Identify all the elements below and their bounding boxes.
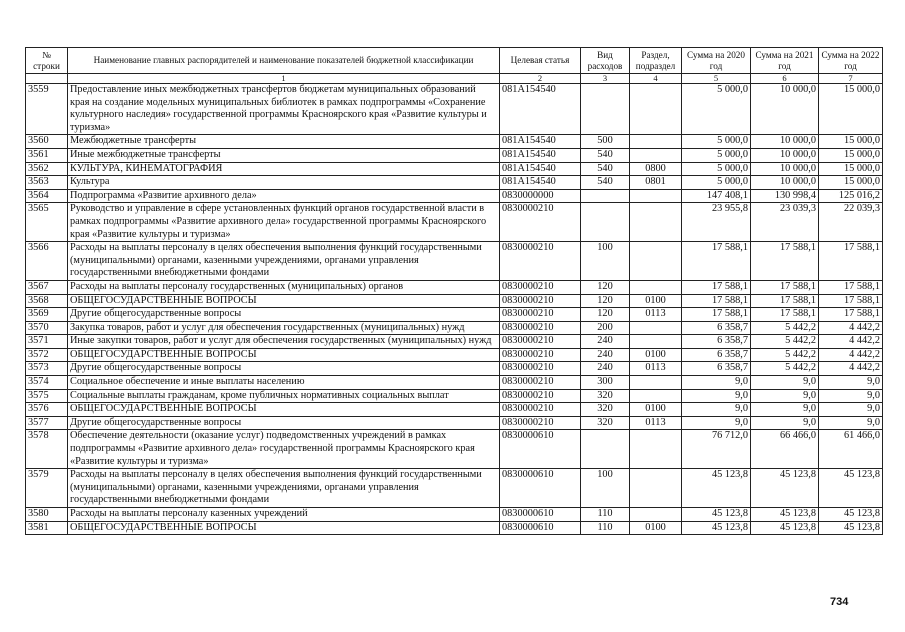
table-row xyxy=(26,376,883,390)
page-number: 734 xyxy=(830,596,849,608)
section-code xyxy=(630,389,682,403)
sum-2021: 10 000,0 xyxy=(751,135,819,149)
header-section: Раздел, подраздел xyxy=(630,48,682,74)
sum-2021: 130 998,4 xyxy=(751,189,819,203)
expense-type xyxy=(581,189,630,203)
row-name: ОБЩЕГОСУДАРСТВЕННЫЕ ВОПРОСЫ xyxy=(68,294,500,308)
table-row xyxy=(26,321,883,335)
row-name: Расходы на выплаты персоналу казенных учреждений xyxy=(68,508,500,522)
sum-2022: 17 588,1 xyxy=(819,308,883,322)
target-code: 081A154540 xyxy=(500,135,581,149)
target-code: 0830000210 xyxy=(500,376,581,390)
section-code: 0100 xyxy=(630,403,682,417)
sum-2022: 15 000,0 xyxy=(819,84,883,135)
row-name: Социальное обеспечение и иные выплаты населению xyxy=(68,376,500,390)
row-number: 3581 xyxy=(26,521,68,535)
section-code: 0800 xyxy=(630,162,682,176)
section-code xyxy=(630,135,682,149)
sum-2021: 45 123,8 xyxy=(751,521,819,535)
row-number: 3559 xyxy=(26,84,68,135)
expense-type: 120 xyxy=(581,280,630,294)
sum-2020: 17 588,1 xyxy=(682,308,751,322)
section-code xyxy=(630,148,682,162)
row-number: 3575 xyxy=(26,389,68,403)
row-name: Иные межбюджетные трансферты xyxy=(68,148,500,162)
row-number: 3579 xyxy=(26,469,68,508)
header-sum-2022: Сумма на 2022 год xyxy=(819,48,883,74)
sum-2022: 9,0 xyxy=(819,376,883,390)
sum-2021: 5 442,2 xyxy=(751,348,819,362)
expense-type: 240 xyxy=(581,362,630,376)
col-number-label: 1 xyxy=(68,74,500,84)
target-code: 0830000210 xyxy=(500,321,581,335)
sum-2022: 17 588,1 xyxy=(819,242,883,281)
sum-2021: 23 039,3 xyxy=(751,203,819,242)
expense-type: 320 xyxy=(581,403,630,417)
table-row xyxy=(26,280,883,294)
expense-type: 540 xyxy=(581,176,630,190)
table-row xyxy=(26,430,883,469)
expense-type: 500 xyxy=(581,135,630,149)
budget-table xyxy=(25,47,883,535)
row-number: 3560 xyxy=(26,135,68,149)
row-number: 3572 xyxy=(26,348,68,362)
sum-2022: 45 123,8 xyxy=(819,508,883,522)
row-number: 3566 xyxy=(26,242,68,281)
sum-2020: 9,0 xyxy=(682,416,751,430)
header-expense-type: Вид расходов xyxy=(581,48,630,74)
expense-type: 100 xyxy=(581,469,630,508)
sum-2022: 4 442,2 xyxy=(819,335,883,349)
target-code: 0830000610 xyxy=(500,469,581,508)
target-code: 0830000610 xyxy=(500,430,581,469)
row-number: 3574 xyxy=(26,376,68,390)
row-number: 3580 xyxy=(26,508,68,522)
expense-type: 110 xyxy=(581,508,630,522)
col-number-label: 5 xyxy=(682,74,751,84)
sum-2021: 9,0 xyxy=(751,376,819,390)
table-row xyxy=(26,348,883,362)
section-code xyxy=(630,335,682,349)
expense-type: 540 xyxy=(581,148,630,162)
section-code xyxy=(630,242,682,281)
row-name: Расходы на выплаты персоналу в целях обеспечения выполнения функций государственными (муниципальными) органами, казенными учреждениями, органами управления государственными внебюджетными фондами xyxy=(68,469,500,508)
row-number: 3564 xyxy=(26,189,68,203)
section-code: 0100 xyxy=(630,348,682,362)
section-code: 0113 xyxy=(630,416,682,430)
sum-2020: 5 000,0 xyxy=(682,176,751,190)
table-row xyxy=(26,521,883,535)
row-number: 3571 xyxy=(26,335,68,349)
row-number: 3576 xyxy=(26,403,68,417)
sum-2020: 6 358,7 xyxy=(682,362,751,376)
sum-2021: 45 123,8 xyxy=(751,508,819,522)
sum-2021: 5 442,2 xyxy=(751,362,819,376)
sum-2022: 125 016,2 xyxy=(819,189,883,203)
expense-type xyxy=(581,430,630,469)
section-code xyxy=(630,189,682,203)
section-code xyxy=(630,508,682,522)
sum-2020: 45 123,8 xyxy=(682,508,751,522)
sum-2021: 10 000,0 xyxy=(751,84,819,135)
table-row xyxy=(26,84,883,135)
row-number: 3565 xyxy=(26,203,68,242)
sum-2020: 45 123,8 xyxy=(682,521,751,535)
sum-2020: 147 408,1 xyxy=(682,189,751,203)
table-row xyxy=(26,362,883,376)
table-row xyxy=(26,403,883,417)
section-code: 0113 xyxy=(630,308,682,322)
section-code xyxy=(630,280,682,294)
header-sum-2021: Сумма на 2021 год xyxy=(751,48,819,74)
sum-2021: 10 000,0 xyxy=(751,148,819,162)
row-name: Руководство и управление в сфере установленных функций органов государственной власти в рамках подпрограммы «Развитие архивного дела» государственной программы Красноярского края «Развитие культуры и туризма» xyxy=(68,203,500,242)
col-number-label: 2 xyxy=(500,74,581,84)
section-code: 0801 xyxy=(630,176,682,190)
expense-type: 240 xyxy=(581,335,630,349)
section-code: 0100 xyxy=(630,294,682,308)
section-code xyxy=(630,84,682,135)
column-numbering-row xyxy=(26,74,883,84)
expense-type: 110 xyxy=(581,521,630,535)
sum-2020: 9,0 xyxy=(682,376,751,390)
row-name: Подпрограмма «Развитие архивного дела» xyxy=(68,189,500,203)
row-name: Иные закупки товаров, работ и услуг для обеспечения государственных (муниципальных) нужд xyxy=(68,335,500,349)
target-code: 081A154540 xyxy=(500,176,581,190)
target-code: 0830000210 xyxy=(500,348,581,362)
sum-2022: 15 000,0 xyxy=(819,162,883,176)
table-row xyxy=(26,162,883,176)
sum-2022: 4 442,2 xyxy=(819,362,883,376)
sum-2022: 15 000,0 xyxy=(819,135,883,149)
target-code: 0830000210 xyxy=(500,403,581,417)
sum-2020: 23 955,8 xyxy=(682,203,751,242)
target-code: 081A154540 xyxy=(500,84,581,135)
table-row xyxy=(26,508,883,522)
sum-2021: 9,0 xyxy=(751,416,819,430)
sum-2020: 9,0 xyxy=(682,403,751,417)
target-code: 0830000210 xyxy=(500,242,581,281)
sum-2022: 45 123,8 xyxy=(819,469,883,508)
expense-type: 120 xyxy=(581,308,630,322)
row-name: ОБЩЕГОСУДАРСТВЕННЫЕ ВОПРОСЫ xyxy=(68,521,500,535)
expense-type: 540 xyxy=(581,162,630,176)
sum-2020: 6 358,7 xyxy=(682,335,751,349)
table-row xyxy=(26,203,883,242)
sum-2021: 9,0 xyxy=(751,403,819,417)
sum-2020: 6 358,7 xyxy=(682,348,751,362)
col-number-label: 7 xyxy=(819,74,883,84)
header-name: Наименование главных распорядителей и наименование показателей бюджетной классификации xyxy=(68,48,500,74)
expense-type: 100 xyxy=(581,242,630,281)
sum-2022: 9,0 xyxy=(819,389,883,403)
section-code xyxy=(630,469,682,508)
sum-2021: 10 000,0 xyxy=(751,176,819,190)
section-code xyxy=(630,203,682,242)
row-name: Культура xyxy=(68,176,500,190)
row-name: Расходы на выплаты персоналу в целях обеспечения выполнения функций государственными (муниципальными) органами, казенными учреждениями, органами управления государственными внебюджетными фондами xyxy=(68,242,500,281)
row-name: Расходы на выплаты персоналу государственных (муниципальных) органов xyxy=(68,280,500,294)
section-code: 0113 xyxy=(630,362,682,376)
sum-2022: 15 000,0 xyxy=(819,148,883,162)
sum-2021: 10 000,0 xyxy=(751,162,819,176)
table-row xyxy=(26,189,883,203)
sum-2022: 17 588,1 xyxy=(819,280,883,294)
table-row xyxy=(26,308,883,322)
target-code: 0830000210 xyxy=(500,203,581,242)
header-target-code: Целевая статья xyxy=(500,48,581,74)
expense-type xyxy=(581,84,630,135)
row-number: 3570 xyxy=(26,321,68,335)
section-code xyxy=(630,430,682,469)
target-code: 0830000210 xyxy=(500,389,581,403)
table-row xyxy=(26,135,883,149)
section-code xyxy=(630,321,682,335)
row-name: Другие общегосударственные вопросы xyxy=(68,308,500,322)
sum-2021: 17 588,1 xyxy=(751,242,819,281)
row-name: Предоставление иных межбюджетных трансфертов бюджетам муниципальных образований края на создание модельных муниципальных библиотек в рамках подпрограммы «Сохранение культурного наследия» государственной программы Красноярского края «Развитие культуры и туризма» xyxy=(68,84,500,135)
table-row xyxy=(26,469,883,508)
expense-type: 300 xyxy=(581,376,630,390)
sum-2021: 5 442,2 xyxy=(751,335,819,349)
table-row xyxy=(26,242,883,281)
sum-2020: 17 588,1 xyxy=(682,280,751,294)
row-name: Другие общегосударственные вопросы xyxy=(68,416,500,430)
sum-2020: 45 123,8 xyxy=(682,469,751,508)
sum-2020: 76 712,0 xyxy=(682,430,751,469)
table-row xyxy=(26,148,883,162)
row-name: ОБЩЕГОСУДАРСТВЕННЫЕ ВОПРОСЫ xyxy=(68,403,500,417)
target-code: 0830000210 xyxy=(500,280,581,294)
col-number-label: 6 xyxy=(751,74,819,84)
sum-2021: 45 123,8 xyxy=(751,469,819,508)
sum-2020: 17 588,1 xyxy=(682,294,751,308)
target-code: 0830000000 xyxy=(500,189,581,203)
sum-2020: 5 000,0 xyxy=(682,135,751,149)
target-code: 0830000210 xyxy=(500,362,581,376)
row-number: 3567 xyxy=(26,280,68,294)
expense-type: 240 xyxy=(581,348,630,362)
section-code xyxy=(630,376,682,390)
sum-2022: 4 442,2 xyxy=(819,321,883,335)
expense-type: 120 xyxy=(581,294,630,308)
sum-2020: 17 588,1 xyxy=(682,242,751,281)
row-number: 3562 xyxy=(26,162,68,176)
target-code: 0830000210 xyxy=(500,308,581,322)
row-name: ОБЩЕГОСУДАРСТВЕННЫЕ ВОПРОСЫ xyxy=(68,348,500,362)
sum-2021: 17 588,1 xyxy=(751,294,819,308)
row-name: Обеспечение деятельности (оказание услуг) подведомственных учреждений в рамках подпрограммы «Развитие архивного дела» государственной программы Красноярского края «Развитие культуры и туризма» xyxy=(68,430,500,469)
expense-type: 320 xyxy=(581,389,630,403)
sum-2021: 5 442,2 xyxy=(751,321,819,335)
row-number: 3561 xyxy=(26,148,68,162)
section-code: 0100 xyxy=(630,521,682,535)
target-code: 081A154540 xyxy=(500,148,581,162)
sum-2021: 66 466,0 xyxy=(751,430,819,469)
target-code: 0830000610 xyxy=(500,508,581,522)
expense-type xyxy=(581,203,630,242)
row-number: 3569 xyxy=(26,308,68,322)
sum-2020: 5 000,0 xyxy=(682,162,751,176)
row-number: 3568 xyxy=(26,294,68,308)
sum-2022: 17 588,1 xyxy=(819,294,883,308)
sum-2021: 9,0 xyxy=(751,389,819,403)
sum-2021: 17 588,1 xyxy=(751,280,819,294)
sum-2022: 15 000,0 xyxy=(819,176,883,190)
row-name: Социальные выплаты гражданам, кроме публичных нормативных социальных выплат xyxy=(68,389,500,403)
sum-2022: 61 466,0 xyxy=(819,430,883,469)
table-row xyxy=(26,416,883,430)
row-name: Межбюджетные трансферты xyxy=(68,135,500,149)
target-code: 0830000210 xyxy=(500,416,581,430)
sum-2020: 5 000,0 xyxy=(682,84,751,135)
row-number: 3577 xyxy=(26,416,68,430)
table-row xyxy=(26,294,883,308)
sum-2020: 9,0 xyxy=(682,389,751,403)
sum-2022: 45 123,8 xyxy=(819,521,883,535)
col-number-label: 3 xyxy=(581,74,630,84)
table-header-row xyxy=(26,48,883,74)
table-row xyxy=(26,389,883,403)
sum-2022: 22 039,3 xyxy=(819,203,883,242)
target-code: 0830000210 xyxy=(500,335,581,349)
col-number-label: 4 xyxy=(630,74,682,84)
sum-2022: 9,0 xyxy=(819,403,883,417)
row-number: 3563 xyxy=(26,176,68,190)
target-code: 0830000210 xyxy=(500,294,581,308)
target-code: 0830000610 xyxy=(500,521,581,535)
row-name: КУЛЬТУРА, КИНЕМАТОГРАФИЯ xyxy=(68,162,500,176)
col-number-label xyxy=(26,74,68,84)
table-row xyxy=(26,335,883,349)
target-code: 081A154540 xyxy=(500,162,581,176)
table-body xyxy=(26,84,883,535)
row-number: 3578 xyxy=(26,430,68,469)
expense-type: 320 xyxy=(581,416,630,430)
sum-2021: 17 588,1 xyxy=(751,308,819,322)
row-name: Другие общегосударственные вопросы xyxy=(68,362,500,376)
sum-2022: 4 442,2 xyxy=(819,348,883,362)
expense-type: 200 xyxy=(581,321,630,335)
table-row xyxy=(26,176,883,190)
sum-2020: 5 000,0 xyxy=(682,148,751,162)
sum-2022: 9,0 xyxy=(819,416,883,430)
header-row-number: № строки xyxy=(26,48,68,74)
row-name: Закупка товаров, работ и услуг для обеспечения государственных (муниципальных) нужд xyxy=(68,321,500,335)
sum-2020: 6 358,7 xyxy=(682,321,751,335)
row-number: 3573 xyxy=(26,362,68,376)
header-sum-2020: Сумма на 2020 год xyxy=(682,48,751,74)
